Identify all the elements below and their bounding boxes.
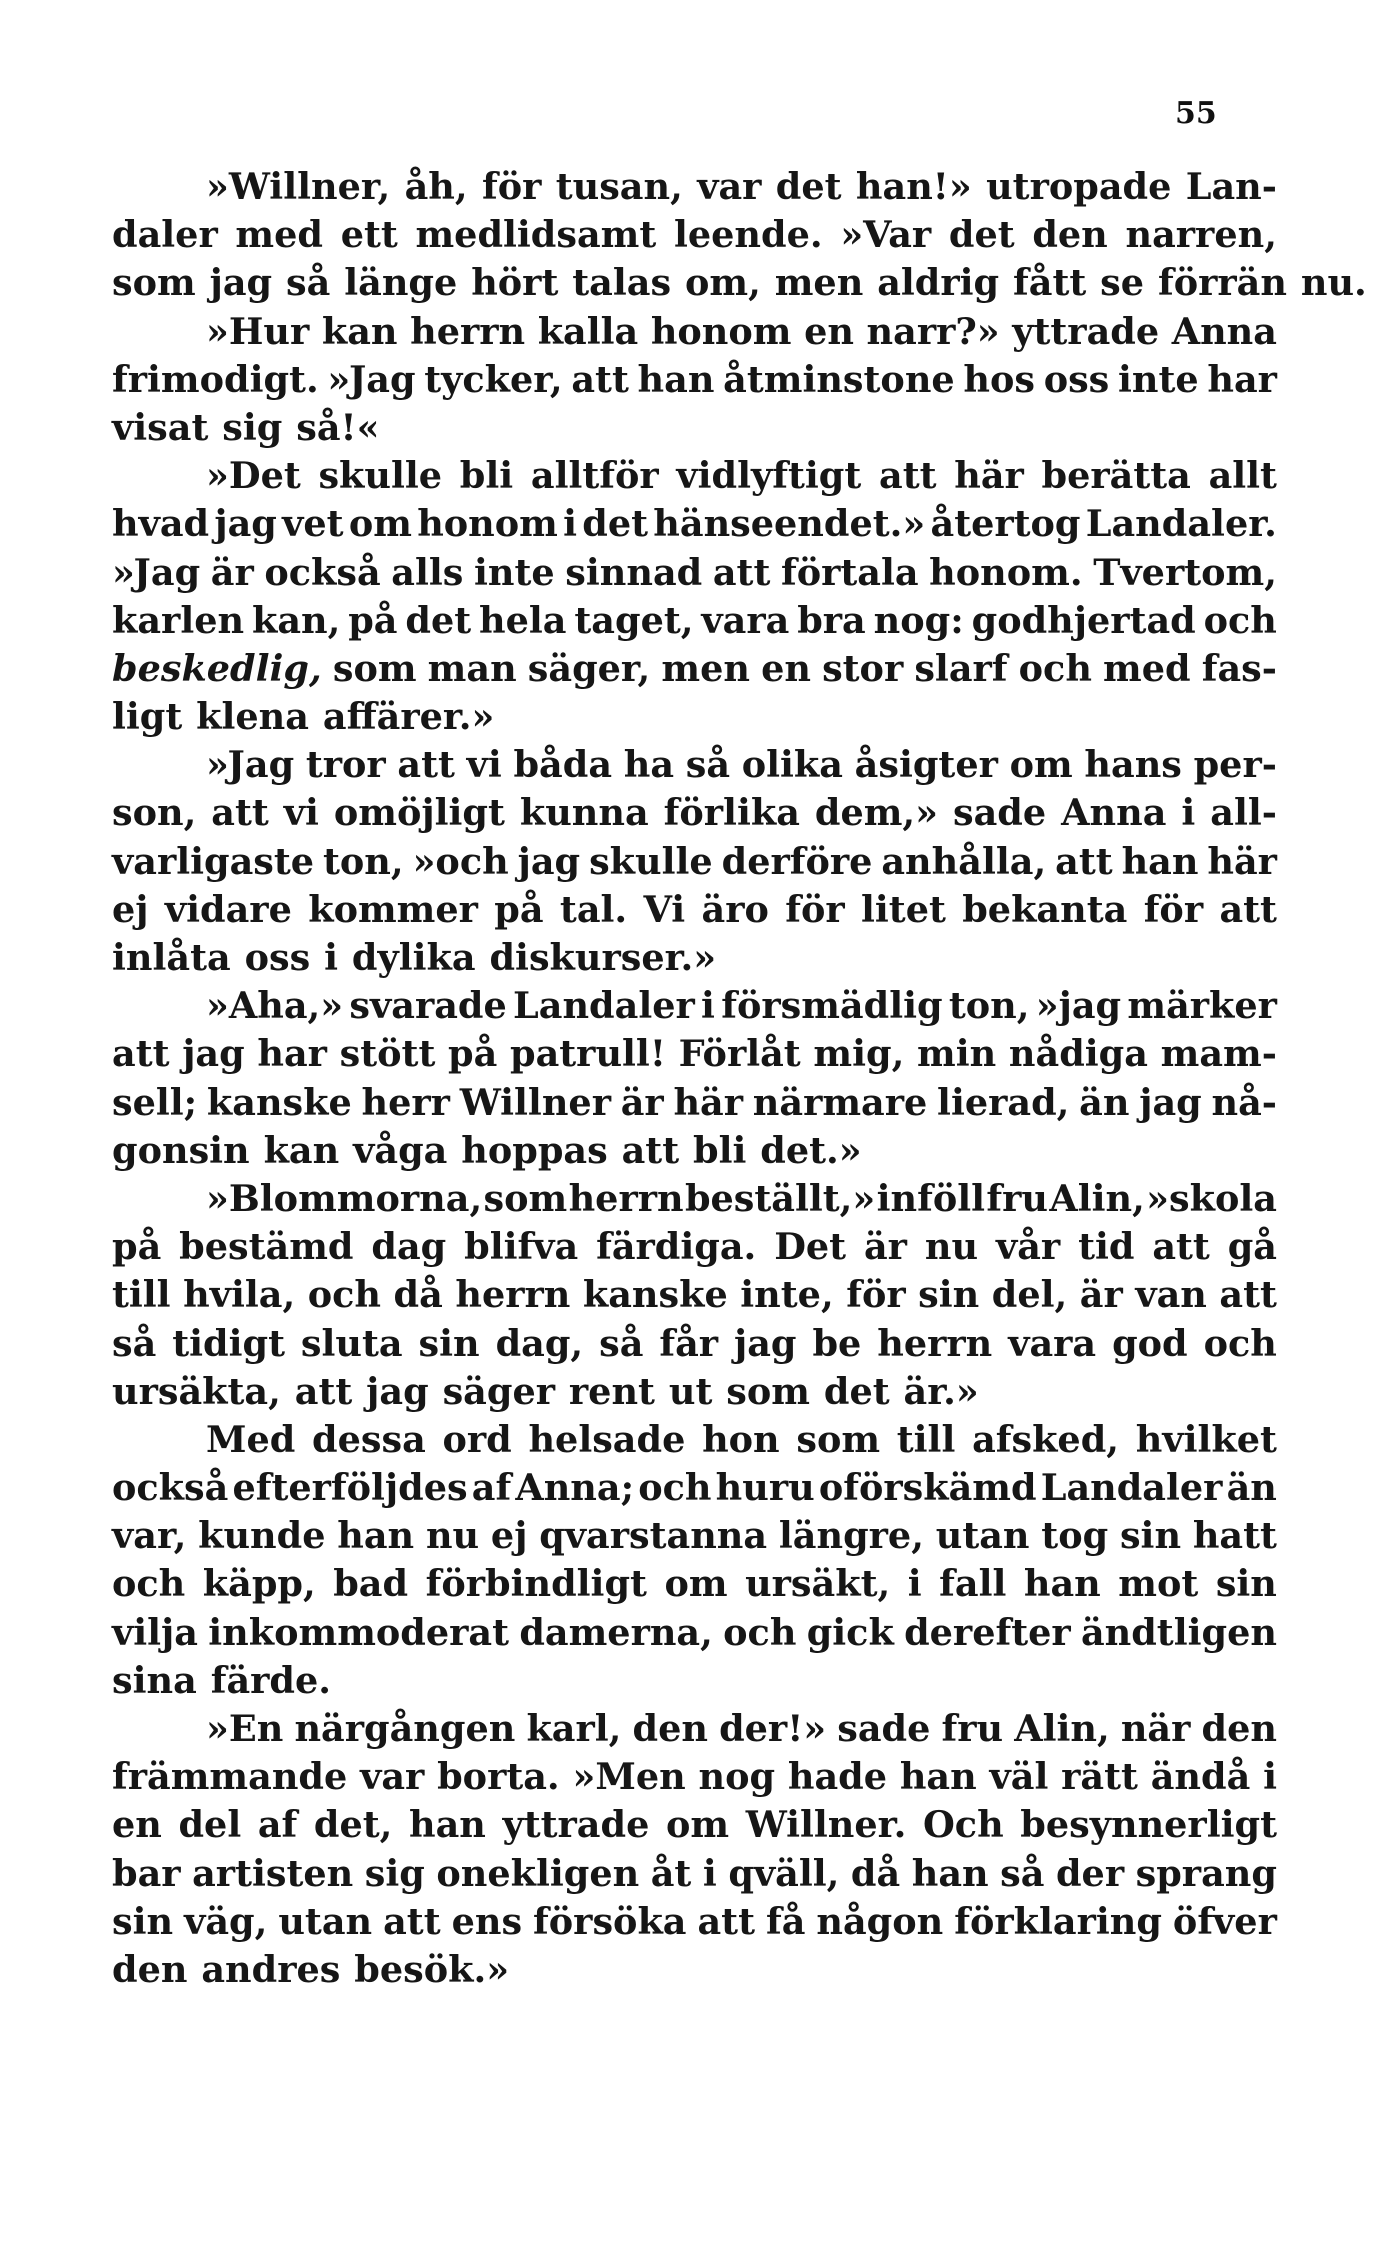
text-line: inlåta oss i dylika diskurser.» <box>112 936 717 979</box>
text-line: en del af det, han yttrade om Willner. Och besynnerligt <box>112 1803 1277 1847</box>
text-line: varligaste ton, »och jag skulle derföre anhålla, att han här <box>112 839 1277 883</box>
text-line: »Willner, åh, för tusan, var det han!» utropade Lan- <box>206 165 1277 208</box>
text-line: sina färde. <box>112 1658 331 1702</box>
text-line: »Aha,» svarade Landaler i försmädlig ton, »jag märker <box>206 984 1277 1028</box>
text-line: beskedlig, som man säger, men en stor slarf och med fas- <box>112 646 1277 690</box>
text-line: ursäkta, att jag säger rent ut som det är.» <box>112 1369 979 1413</box>
text-line: son, att vi omöjligt kunna förlika dem,» sade Anna i all- <box>112 791 1277 835</box>
text-line: visat sig så!« <box>112 405 380 449</box>
text-line: »Blommorna, som herrn beställt,» inföll fru Alin, »skola <box>206 1176 1277 1220</box>
text-line: gonsin kan våga hoppas att bli det.» <box>112 1128 862 1172</box>
page-number: 55 <box>1175 96 1217 131</box>
text-line: daler med ett medlidsamt leende. »Var det den narren, <box>112 213 1277 257</box>
text-line: »Det skulle bli alltför vidlyftigt att här berätta allt <box>206 454 1277 498</box>
text-line: karlen kan, på det hela taget, vara bra nog: godhjertad och <box>112 598 1277 642</box>
text-line: bar artisten sig onekligen åt i qväll, då han så der sprang <box>112 1851 1277 1895</box>
text-line: ej vidare kommer på tal. Vi äro för litet bekanta för att <box>112 887 1277 931</box>
text-line: »En närgången karl, den der!» sade fru Alin, när den <box>206 1707 1277 1750</box>
text-line: att jag har stött på patrull! Förlåt mig, min nådiga mam- <box>112 1032 1277 1076</box>
text-line: till hvila, och då herrn kanske inte, för sin del, är van att <box>112 1273 1277 1317</box>
text-line: så tidigt sluta sin dag, så får jag be herrn vara god och <box>112 1321 1277 1365</box>
text-line: frimodigt. »Jag tycker, att han åtminstone hos oss inte har <box>112 357 1277 401</box>
text-line: sell; kanske herr Willner är här närmare lierad, än jag nå- <box>112 1080 1277 1124</box>
text-line: som jag så länge hört talas om, men aldrig fått se förrän nu. <box>112 261 1367 305</box>
text-line: sin väg, utan att ens försöka att få någon förklaring öfver <box>112 1899 1277 1943</box>
text-line: vilja inkommoderat damerna, och gick derefter ändtligen <box>112 1610 1277 1654</box>
text-line: ligt klena affärer.» <box>112 695 495 739</box>
text-line: »Jag tror att vi båda ha så olika åsigter om hans per- <box>206 743 1277 787</box>
text-line: hvad jag vet om honom i det hänseendet.» återtog Landaler. <box>112 502 1277 546</box>
text-line: främmande var borta. »Men nog hade han väl rätt ändå i <box>112 1755 1277 1799</box>
text-line: Med dessa ord helsade hon som till afsked, hvilket <box>206 1417 1277 1461</box>
text-line: den andres besök.» <box>112 1947 510 1991</box>
body-text <box>112 163 1367 1994</box>
text-line: »Jag är också alls inte sinnad att förtala honom. Tvertom, <box>112 550 1277 594</box>
text-line: »Hur kan herrn kalla honom en narr?» yttrade Anna <box>206 309 1277 353</box>
text-line: också efterföljdes af Anna; och huru oförskämd Landaler än <box>112 1466 1277 1510</box>
text-line: och käpp, bad förbindligt om ursäkt, i fall han mot sin <box>112 1562 1277 1606</box>
text-line: på bestämd dag blifva färdiga. Det är nu vår tid att gå <box>112 1225 1277 1269</box>
text-line: var, kunde han nu ej qvarstanna längre, utan tog sin hatt <box>112 1514 1277 1558</box>
